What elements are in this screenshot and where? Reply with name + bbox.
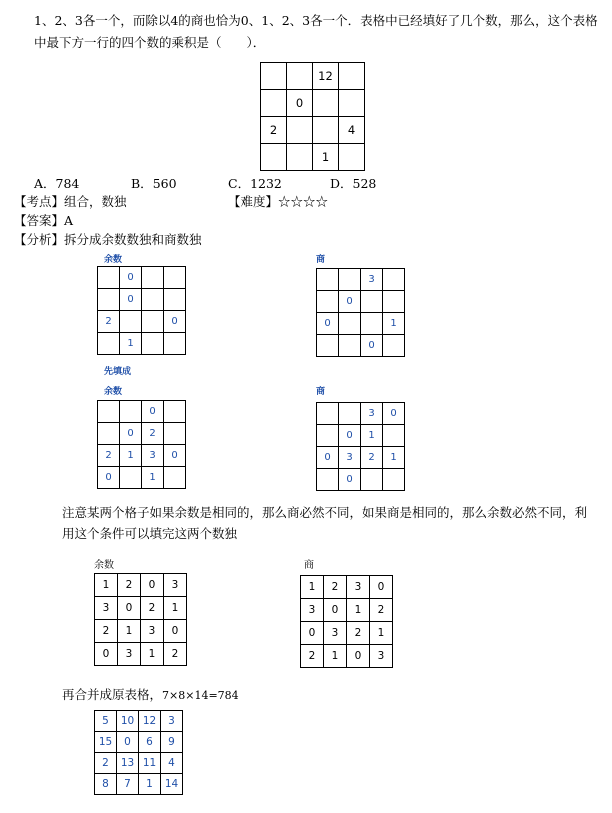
option-c [228, 175, 282, 192]
grid-cell: 0 [164, 445, 186, 467]
grid-cell: 0 [324, 599, 347, 622]
grid-cell: 1 [324, 645, 347, 668]
grid-cell: 0 [301, 622, 324, 645]
option-value: 528 [352, 176, 377, 191]
grid-cell [164, 423, 186, 445]
answer-value: A [64, 213, 74, 228]
remainder-grid-2 [97, 400, 186, 489]
grid-cell: 3 [95, 597, 118, 620]
grid-cell [383, 335, 405, 357]
grid-cell: 3 [161, 711, 183, 732]
grid-cell: 1 [164, 597, 187, 620]
grid-cell: 13 [117, 753, 139, 774]
grid-cell: 0 [287, 90, 313, 117]
grid-cell: 2 [95, 753, 117, 774]
grid-cell: 10 [117, 711, 139, 732]
grid-cell [361, 469, 383, 491]
grid-cell: 0 [142, 401, 164, 423]
grid-cell [317, 403, 339, 425]
grid-cell: 0 [339, 469, 361, 491]
grid-cell: 0 [164, 311, 186, 333]
grid-cell [261, 144, 287, 171]
grid-cell: 1 [95, 574, 118, 597]
quotient-label-1: 商 [316, 255, 326, 265]
kaodian-value: 组合，数独 [64, 194, 127, 209]
grid-cell: 2 [118, 574, 141, 597]
grid-cell: 3 [361, 269, 383, 291]
grid-cell: 0 [120, 267, 142, 289]
grid-cell: 3 [324, 622, 347, 645]
grid-cell: 3 [118, 643, 141, 666]
grid-cell [142, 333, 164, 355]
analysis-row [14, 231, 202, 248]
grid-cell: 0 [339, 291, 361, 313]
grid-cell [142, 311, 164, 333]
option-a [34, 175, 79, 192]
grid-cell [98, 333, 120, 355]
grid-cell: 2 [301, 645, 324, 668]
grid-cell [339, 403, 361, 425]
grid-cell [317, 335, 339, 357]
grid-cell [142, 289, 164, 311]
grid-cell: 0 [317, 447, 339, 469]
grid-cell: 15 [95, 732, 117, 753]
grid-cell: 2 [361, 447, 383, 469]
grid-cell: 2 [324, 576, 347, 599]
grid-cell: 3 [339, 447, 361, 469]
grid-cell [98, 267, 120, 289]
grid-cell: 3 [164, 574, 187, 597]
grid-cell: 0 [120, 423, 142, 445]
problem-line-2: 中最下方一行的四个数的乘积是（ ）． [34, 35, 266, 50]
grid-cell: 1 [141, 643, 164, 666]
grid-cell: 1 [347, 599, 370, 622]
grid-cell [164, 401, 186, 423]
grid-cell [339, 313, 361, 335]
fill-first-label: 先填成 [104, 367, 132, 377]
grid-cell: 0 [98, 467, 120, 489]
option-value: 560 [152, 176, 177, 191]
remainder-label-1: 余数 [104, 255, 123, 265]
grid-cell [383, 425, 405, 447]
option-letter: D． [330, 176, 353, 191]
grid-cell [98, 423, 120, 445]
final-text: 再合并成原表格， [62, 687, 163, 702]
grid-cell: 0 [339, 425, 361, 447]
nandu-label: 【难度】 [228, 194, 279, 209]
grid-cell: 1 [383, 313, 405, 335]
grid-cell [383, 269, 405, 291]
kaodian-row [14, 193, 127, 210]
remainder-label-2: 余数 [104, 387, 123, 397]
final-line [62, 686, 239, 704]
remainder-label-3: 余数 [94, 560, 114, 571]
analysis-label: 【分析】 [14, 232, 65, 247]
kaodian-label: 【考点】 [14, 194, 65, 209]
grid-cell: 3 [301, 599, 324, 622]
grid-cell: 4 [161, 753, 183, 774]
grid-cell [317, 425, 339, 447]
grid-cell: 1 [370, 622, 393, 645]
grid-cell: 2 [347, 622, 370, 645]
grid-cell: 12 [139, 711, 161, 732]
note-line-1: 注意某两个格子如果余数是相同的，那么商必然不同，如果商是相同的，那么余数必然不同，利 [62, 505, 588, 520]
grid-cell [383, 291, 405, 313]
final-grid [94, 710, 183, 795]
grid-cell [120, 467, 142, 489]
grid-cell: 9 [161, 732, 183, 753]
grid-cell: 2 [98, 445, 120, 467]
grid-cell: 0 [383, 403, 405, 425]
option-d [330, 175, 376, 192]
analysis-value: 拆分成余数数独和商数独 [64, 232, 202, 247]
grid-cell [361, 313, 383, 335]
grid-cell: 0 [118, 597, 141, 620]
nandu-row [228, 193, 328, 210]
grid-cell: 0 [370, 576, 393, 599]
grid-cell: 2 [164, 643, 187, 666]
grid-cell [313, 117, 339, 144]
grid-cell: 11 [139, 753, 161, 774]
nandu-stars: ☆☆☆☆ [278, 194, 329, 209]
final-formula: 7×8×14=784 [162, 689, 239, 702]
quotient-grid-2 [316, 402, 405, 491]
grid-cell: 3 [347, 576, 370, 599]
grid-cell [287, 144, 313, 171]
grid-cell: 1 [313, 144, 339, 171]
grid-cell [339, 90, 365, 117]
grid-cell: 14 [161, 774, 183, 795]
grid-cell [164, 467, 186, 489]
grid-cell [261, 63, 287, 90]
grid-cell: 3 [361, 403, 383, 425]
grid-cell [261, 90, 287, 117]
grid-cell: 0 [361, 335, 383, 357]
grid-cell [339, 335, 361, 357]
grid-cell: 2 [141, 597, 164, 620]
option-b [131, 175, 177, 192]
grid-cell: 3 [370, 645, 393, 668]
grid-cell: 0 [164, 620, 187, 643]
grid-cell: 0 [141, 574, 164, 597]
grid-cell [339, 269, 361, 291]
grid-cell [317, 291, 339, 313]
grid-cell: 1 [142, 467, 164, 489]
grid-cell: 6 [139, 732, 161, 753]
remainder-grid-1 [97, 266, 186, 355]
grid-cell: 3 [141, 620, 164, 643]
quotient-label-2: 商 [316, 387, 326, 397]
grid-cell [120, 311, 142, 333]
grid-cell: 0 [347, 645, 370, 668]
grid-cell [142, 267, 164, 289]
problem-line-1: 1、2、3各一个，而除以4的商也恰为0、1、2、3各一个．表格中已经填好了几个数，那么，这个表格 [34, 13, 598, 28]
grid-cell: 1 [139, 774, 161, 795]
grid-cell [317, 269, 339, 291]
grid-cell [339, 63, 365, 90]
grid-cell: 1 [361, 425, 383, 447]
grid-cell [339, 144, 365, 171]
option-value: 1232 [250, 176, 282, 191]
grid-cell [98, 401, 120, 423]
grid-cell: 1 [383, 447, 405, 469]
grid-cell: 2 [142, 423, 164, 445]
grid-cell: 4 [339, 117, 365, 144]
quotient-label-3: 商 [304, 560, 314, 571]
grid-cell: 0 [317, 313, 339, 335]
grid-cell [361, 291, 383, 313]
grid-cell: 0 [120, 289, 142, 311]
option-letter: B． [131, 176, 153, 191]
grid-cell [164, 267, 186, 289]
grid-cell [317, 469, 339, 491]
answer-row [14, 212, 73, 229]
grid-cell: 3 [142, 445, 164, 467]
grid-cell [120, 401, 142, 423]
quotient-grid-complete [300, 575, 393, 668]
grid-cell: 8 [95, 774, 117, 795]
answer-label: 【答案】 [14, 213, 65, 228]
option-letter: A． [34, 176, 56, 191]
option-letter: C． [228, 176, 251, 191]
quotient-grid-1 [316, 268, 405, 357]
grid-cell: 0 [117, 732, 139, 753]
grid-cell: 1 [301, 576, 324, 599]
remainder-grid-complete [94, 573, 187, 666]
grid-cell: 1 [118, 620, 141, 643]
grid-cell: 5 [95, 711, 117, 732]
grid-cell [287, 63, 313, 90]
grid-cell: 0 [95, 643, 118, 666]
grid-cell: 2 [95, 620, 118, 643]
grid-cell: 7 [117, 774, 139, 795]
grid-cell [287, 117, 313, 144]
grid-cell [164, 333, 186, 355]
problem-grid [260, 62, 365, 171]
grid-cell: 2 [370, 599, 393, 622]
grid-cell: 2 [98, 311, 120, 333]
note-line-2: 用这个条件可以填完这两个数独 [62, 526, 238, 541]
grid-cell [98, 289, 120, 311]
grid-cell: 2 [261, 117, 287, 144]
option-value: 784 [55, 176, 80, 191]
grid-cell [383, 469, 405, 491]
grid-cell [164, 289, 186, 311]
grid-cell: 12 [313, 63, 339, 90]
grid-cell: 1 [120, 333, 142, 355]
grid-cell: 1 [120, 445, 142, 467]
grid-cell [313, 90, 339, 117]
